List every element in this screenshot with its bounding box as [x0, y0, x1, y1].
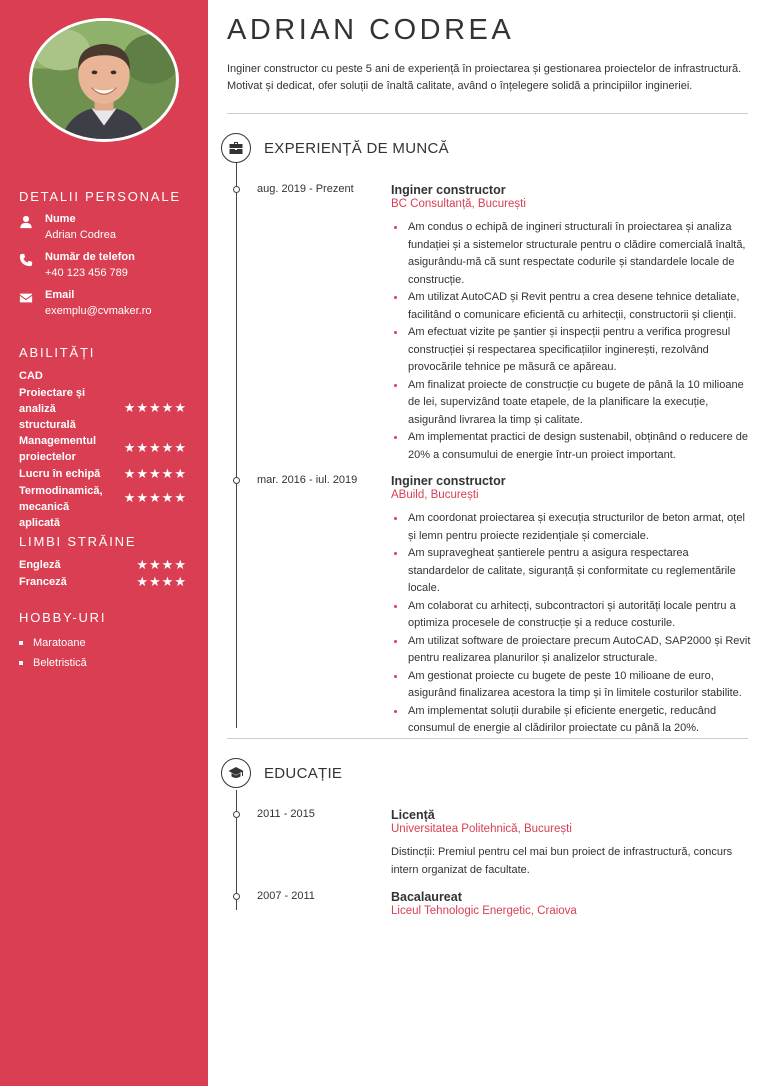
profile-photo-image	[32, 21, 176, 139]
job-bullet: Am condus o echipă de ingineri structurali în proiectarea și analiza fundației și a sistemelor structurale pentru o clădire comercială înaltă, asigurându-mă că sunt respectate codurile și standardele locale de construcție.	[391, 219, 751, 289]
experience-heading: EXPERIENȚĂ DE MUNCĂ	[264, 140, 449, 157]
education-institution: Liceul Tehnologic Energetic, Craiova	[391, 905, 577, 917]
skill-name: Proiectare și analiză structurală	[19, 387, 86, 431]
candidate-name: ADRIAN CODREA	[227, 14, 515, 46]
profile-summary: Inginer constructor cu peste 5 ani de experiență în proiectarea și gestionarea proiectelor de infrastructură. Motivat și dedicat, ofer soluții de înaltă calitate, având o înțelegere solidă a principiilor ingineriei.	[227, 63, 742, 92]
education-date: 2007 - 2011	[257, 890, 315, 902]
personal-phone-item	[19, 251, 199, 285]
language-item	[19, 574, 187, 590]
skill-rating-stars: ★★★★★	[123, 400, 187, 415]
job-bullet: Am efectuat vizite pe șantier și inspecții pentru a verifica progresul construcției și respectarea specificațiilor inginerești, rezolvând provocările tehnice pe măsură ce apăreau.	[391, 324, 751, 377]
education-description: Distincții: Premiul pentru cel mai bun proiect de infrastructură, concurs intern organizat de facultate.	[391, 846, 733, 876]
phone-icon	[19, 253, 35, 267]
language-name: Engleză	[19, 559, 61, 571]
job-title: Inginer constructor	[391, 474, 506, 488]
personal-phone-label: Număr de telefon	[45, 251, 135, 263]
personal-name-label: Nume	[45, 213, 76, 225]
education-title: Bacalaureat	[391, 890, 462, 904]
skill-rating-stars: ★★★★★	[123, 490, 187, 505]
personal-email-item	[19, 289, 199, 323]
job-bullets	[391, 219, 751, 464]
skill-name: CAD	[19, 370, 43, 382]
personal-name-value: Adrian Codrea	[45, 229, 116, 241]
job-bullet: Am coordonat proiectarea și execuția structurilor de beton armat, oțel și lemn pentru proiecte rezidențiale și comerciale.	[391, 510, 751, 545]
personal-name-item	[19, 213, 199, 247]
languages-heading: LIMBI STRĂINE	[19, 534, 137, 549]
job-bullet: Am utilizat software de proiectare precum AutoCAD, SAP2000 și Revit pentru realizarea planurilor și analizelor structurale.	[391, 633, 751, 668]
skills-heading: ABILITĂȚI	[19, 345, 96, 360]
language-name: Franceză	[19, 576, 67, 588]
timeline-dot	[233, 477, 240, 484]
skill-item	[19, 466, 187, 482]
timeline-dot	[233, 893, 240, 900]
timeline-dot	[233, 186, 240, 193]
job-employer: BC Consultanță, București	[391, 198, 526, 210]
personal-phone-value: +40 123 456 789	[45, 267, 128, 279]
profile-photo-frame	[29, 18, 179, 142]
language-rating-stars: ★★★★	[136, 574, 187, 589]
section-divider	[227, 113, 748, 114]
hobbies-heading: HOBBY-URI	[19, 610, 107, 625]
experience-timeline	[236, 163, 237, 728]
hobby-label: Beletristică	[33, 657, 87, 669]
job-bullet: Am implementat soluții durabile și eficiente energetic, reducând consumul de energie al clădirilor proiectate cu până la 20%.	[391, 703, 751, 738]
personal-email-label: Email	[45, 289, 75, 301]
skill-rating-stars: ★★★★★	[123, 440, 187, 455]
job-title: Inginer constructor	[391, 183, 506, 197]
skill-rating-stars: ★★★★★	[123, 466, 187, 481]
job-bullet: Am finalizat proiecte de construcție cu bugete de până la 10 milioane de lei, supervizând toate etapele, de la planificare la execuție, asigurând livrarea la timp și calitate.	[391, 377, 751, 430]
skill-item	[19, 368, 187, 384]
job-bullets	[391, 510, 751, 738]
education-timeline	[236, 790, 237, 910]
personal-details-heading: DETALII PERSONALE	[19, 189, 181, 204]
profile-photo	[29, 18, 179, 142]
job-bullet: Am supravegheat șantierele pentru a asigura respectarea standardelor de calitate, siguranță și conformitate cu reglementările locale.	[391, 545, 751, 598]
timeline-dot	[233, 811, 240, 818]
briefcase-icon	[221, 133, 251, 163]
section-divider	[227, 738, 748, 739]
person-icon	[19, 215, 35, 229]
education-title: Licență	[391, 808, 435, 822]
language-rating-stars: ★★★★	[136, 557, 187, 572]
language-item	[19, 557, 187, 573]
job-bullet: Am implementat practici de design sustenabil, obținând o reducere de 20% a consumului de energie într-un proiect important.	[391, 429, 751, 464]
hobby-item	[19, 637, 86, 649]
education-heading: EDUCAȚIE	[264, 765, 343, 782]
skill-name: Termodinamică, mecanică aplicată	[19, 485, 103, 529]
job-date: aug. 2019 - Prezent	[257, 183, 354, 195]
skill-item	[19, 483, 187, 531]
skill-item	[19, 433, 187, 465]
bullet-square-icon	[19, 661, 23, 665]
personal-email-value: exemplu@cvmaker.ro	[45, 305, 152, 317]
education-date: 2011 - 2015	[257, 808, 315, 820]
email-icon	[19, 291, 35, 305]
bullet-square-icon	[19, 641, 23, 645]
job-bullet: Am colaborat cu arhitecți, subcontractori și autorități locale pentru a optimiza procesele de construcție și a reduce costurile.	[391, 598, 751, 633]
hobby-item	[19, 657, 87, 669]
skill-name: Managementul proiectelor	[19, 435, 97, 463]
sidebar	[0, 0, 208, 1086]
skill-name: Lucru în echipă	[19, 468, 101, 480]
education-institution: Universitatea Politehnică, București	[391, 823, 572, 835]
job-employer: ABuild, București	[391, 489, 479, 501]
skill-item	[19, 385, 187, 433]
hobby-label: Maratoane	[33, 637, 86, 649]
job-bullet: Am gestionat proiecte cu bugete de peste 10 milioane de euro, asigurând finalizarea acestora la timp și în limitele costurilor stabilite.	[391, 668, 751, 703]
job-bullet: Am utilizat AutoCAD și Revit pentru a crea desene tehnice detaliate, facilitând o comunicare eficientă cu arhitecții, constructorii și clienții.	[391, 289, 751, 324]
graduation-cap-icon	[221, 758, 251, 788]
job-date: mar. 2016 - iul. 2019	[257, 474, 358, 486]
